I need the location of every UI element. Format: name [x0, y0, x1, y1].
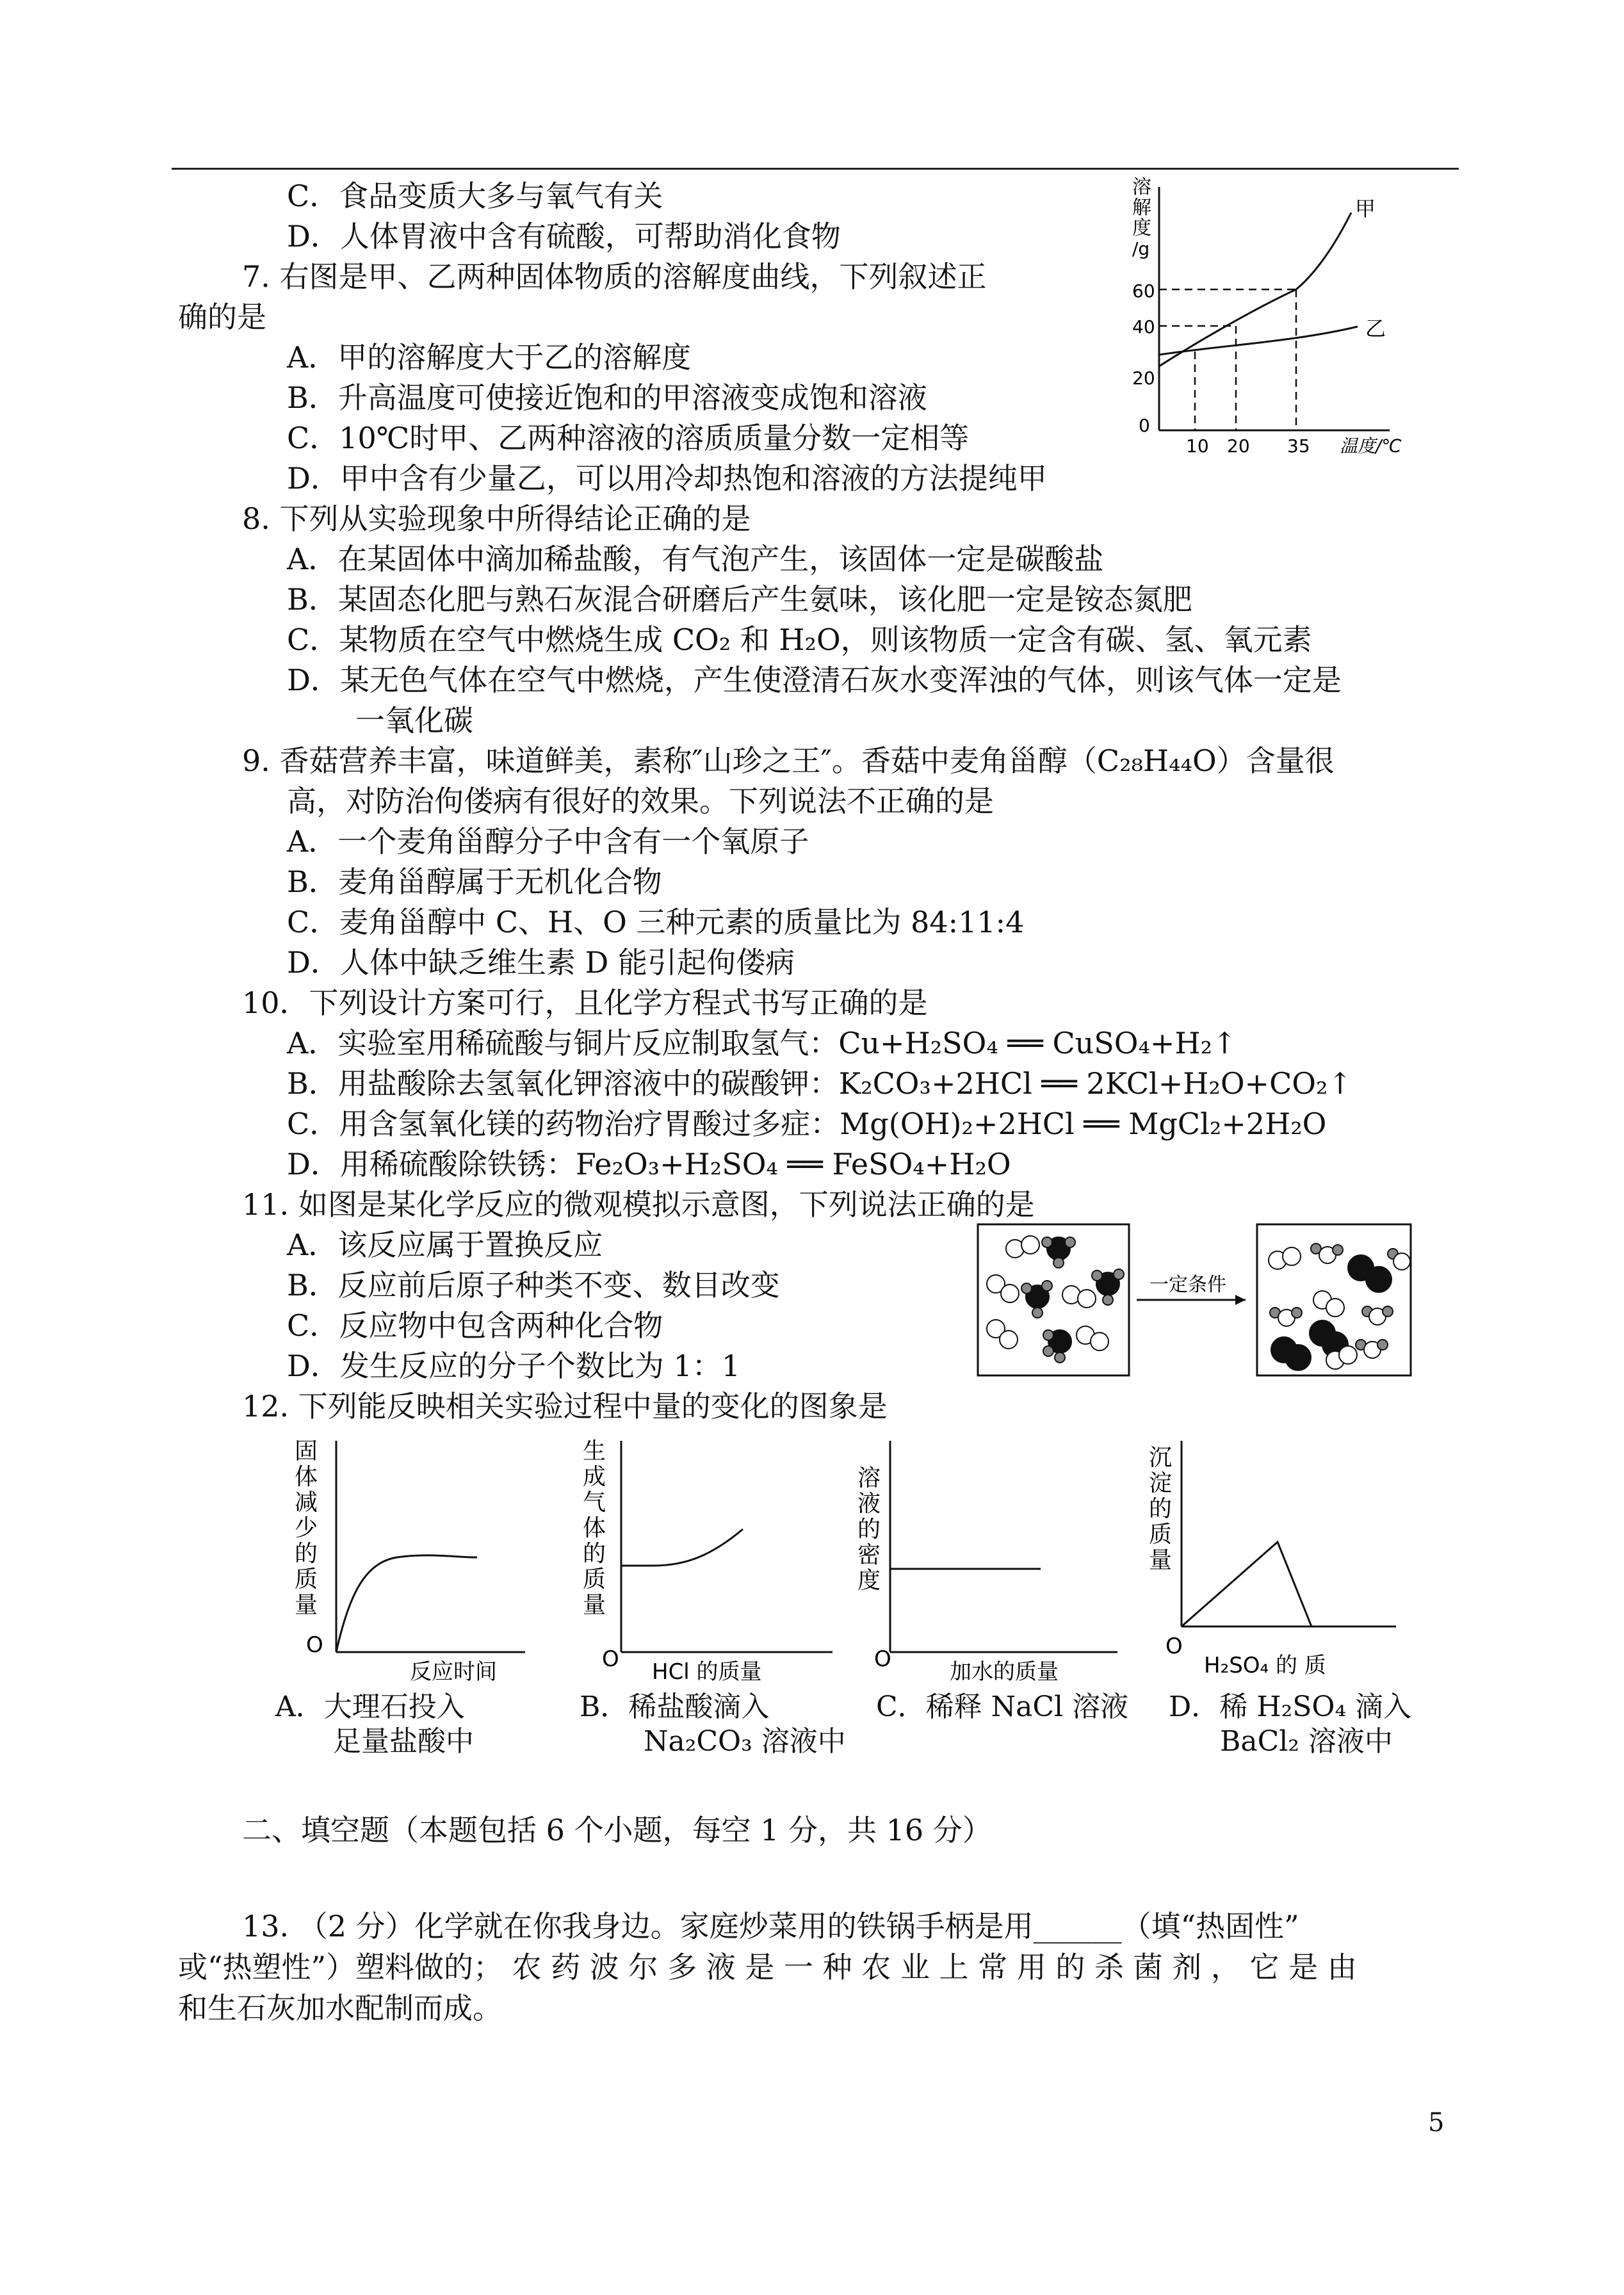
svg-text:溶: 溶 — [857, 1465, 881, 1491]
reaction-diagram — [977, 1223, 1450, 1383]
q7-stem: 7. 右图是甲、乙两种固体物质的溶解度曲线，下列叙述正 — [242, 259, 987, 294]
q7-stem-cont: 确的是 — [178, 300, 266, 334]
q13-stem-end: 和生石灰加水配制而成。 — [178, 1991, 502, 2025]
xtick-10: 10 — [1186, 435, 1209, 456]
page-number: 5 — [1428, 2108, 1445, 2137]
q8-stem: 8. 下列从实验现象中所得结论正确的是 — [242, 501, 751, 536]
svg-text:的: 的 — [295, 1541, 318, 1567]
graph-d-caption-1: D．稀 H₂SO₄ 滴入 — [1169, 1691, 1412, 1723]
xtick-35: 35 — [1287, 435, 1310, 456]
xtick-20: 20 — [1227, 435, 1250, 456]
graph-b-caption-1: B．稀盐酸滴入 — [580, 1691, 770, 1723]
svg-text:体: 体 — [295, 1464, 318, 1490]
q6-option-c: C．食品变质大多与氧气有关 — [287, 179, 663, 213]
solubility-chart — [1114, 168, 1460, 456]
chart-xlabel: 温度/℃ — [1340, 435, 1402, 456]
series-label-jia: 甲 — [1355, 197, 1376, 221]
q10-option-b: B．用盐酸除去氢氧化钾溶液中的碳酸钾：K₂CO₃+2HCl ══ 2KCl+H₂O+CO₂↑ — [287, 1066, 1352, 1101]
q12-graph-a — [269, 1434, 538, 1703]
ytick-60: 60 — [1132, 280, 1155, 302]
q6-option-d: D．人体胃液中含有硫酸，可帮助消化食物 — [287, 219, 841, 254]
svg-text:沉: 沉 — [1149, 1445, 1173, 1471]
q9-option-b: B．麦角甾醇属于无机化合物 — [287, 864, 662, 899]
section-2-heading: 二、填空题（本题包括 6 个小题，每空 1 分，共 16 分） — [242, 1813, 992, 1847]
svg-text:成: 成 — [583, 1464, 606, 1490]
svg-text:少: 少 — [295, 1515, 318, 1541]
q11-option-c: C．反应物中包含两种化合物 — [287, 1308, 663, 1343]
q9-option-c: C．麦角甾醇中 C、H、O 三种元素的质量比为 84:11:4 — [287, 905, 1025, 939]
q11-option-d: D．发生反应的分子个数比为 1：1 — [287, 1349, 741, 1383]
graph-a-caption-1: A．大理石投入 — [275, 1691, 465, 1723]
svg-text:液: 液 — [857, 1491, 881, 1517]
svg-text:淀: 淀 — [1149, 1470, 1173, 1496]
svg-text:体: 体 — [583, 1515, 606, 1541]
chart-ylabel-4: /g — [1132, 238, 1150, 259]
graph-b-ylabel — [583, 1438, 606, 1618]
q8-option-b: B．某固态化肥与熟石灰混合研磨后产生氨味，该化肥一定是铵态氮肥 — [287, 582, 1192, 617]
graph-c-xlabel: 加水的质量 — [950, 1659, 1059, 1685]
svg-text:量: 量 — [583, 1592, 606, 1618]
graph-a-ylabel — [295, 1438, 318, 1618]
svg-text:固: 固 — [295, 1438, 318, 1464]
q8-option-d: D．某无色气体在空气中燃烧，产生使澄清石灰水变浑浊的气体，则该气体一定是 — [287, 663, 1342, 697]
svg-text:质: 质 — [1149, 1521, 1173, 1548]
chart-ylabel-1: 溶 — [1132, 176, 1151, 199]
q13-stem: 13. （2 分）化学就在你我身边。家庭炒菜用的铁锅手柄是用______（填“热固性” — [242, 1909, 1299, 1943]
q12-graph-b — [570, 1434, 845, 1703]
graph-a-origin: O — [306, 1632, 323, 1658]
svg-text:质: 质 — [295, 1566, 318, 1593]
ytick-40: 40 — [1132, 316, 1155, 337]
graph-d-xlabel: H₂SO₄ 的 质 — [1204, 1653, 1326, 1678]
chart-ylabel-2: 解 — [1132, 197, 1151, 219]
q12-graph-c — [849, 1434, 1130, 1703]
graph-d-ylabel — [1149, 1445, 1172, 1573]
q8-option-a: A．在某固体中滴加稀盐酸，有气泡产生，该固体一定是碳酸盐 — [287, 542, 1104, 576]
reaction-condition: 一定条件 — [1149, 1274, 1226, 1296]
svg-text:量: 量 — [1149, 1547, 1173, 1573]
q7-option-b: B．升高温度可使接近饱和的甲溶液变成饱和溶液 — [287, 380, 927, 415]
svg-text:密: 密 — [857, 1542, 881, 1568]
ytick-20: 20 — [1132, 368, 1155, 389]
svg-text:的: 的 — [1149, 1496, 1173, 1522]
q9-option-d: D．人体中缺乏维生素 D 能引起佝偻病 — [287, 945, 795, 980]
graph-b-curve — [621, 1529, 743, 1566]
q9-option-a: A．一个麦角甾醇分子中含有一个氧原子 — [287, 824, 809, 859]
svg-text:生: 生 — [583, 1438, 606, 1464]
q8-option-d-cont: 一氧化碳 — [355, 703, 473, 738]
q8-option-c: C．某物质在空气中燃烧生成 CO₂ 和 H₂O，则该物质一定含有碳、氢、氧元素 — [287, 622, 1312, 657]
graph-c-caption-1: C．稀释 NaCl 溶液 — [876, 1691, 1129, 1723]
svg-text:气: 气 — [583, 1489, 606, 1516]
graph-a-curve — [336, 1555, 477, 1652]
q7-option-d: D．甲中含有少量乙，可以用冷却热饱和溶液的方法提纯甲 — [287, 461, 1047, 496]
graph-d-caption-2: BaCl₂ 溶液中 — [1220, 1725, 1393, 1758]
series-label-yi: 乙 — [1365, 316, 1386, 341]
graph-a-xlabel: 反应时间 — [410, 1659, 497, 1685]
graph-a-caption-2: 足量盐酸中 — [333, 1725, 474, 1758]
graph-c-origin: O — [874, 1646, 891, 1672]
q11-stem: 11. 如图是某化学反应的微观模拟示意图，下列说法正确的是 — [242, 1187, 1035, 1222]
q10-stem: 10．下列设计方案可行，且化学方程式书写正确的是 — [242, 985, 928, 1020]
graph-b-xlabel: HCl 的质量 — [652, 1659, 762, 1685]
curve-yi — [1159, 327, 1358, 355]
svg-text:减: 减 — [295, 1489, 318, 1516]
graph-c-ylabel — [857, 1465, 881, 1594]
q10-option-d: D．用稀硫酸除铁锈：Fe₂O₃+H₂SO₄ ══ FeSO₄+H₂O — [287, 1147, 1011, 1181]
q11-option-a: A．该反应属于置换反应 — [287, 1228, 603, 1262]
svg-text:质: 质 — [583, 1566, 606, 1593]
graph-b-caption-2: Na₂CO₃ 溶液中 — [644, 1725, 846, 1758]
q12-graph-d — [1140, 1434, 1422, 1703]
svg-text:量: 量 — [295, 1592, 318, 1618]
q9-stem-cont: 高，对防治佝偻病有很好的效果。下列说法不正确的是 — [287, 784, 994, 818]
q11-option-b: B．反应前后原子种类不变、数目改变 — [287, 1268, 780, 1302]
svg-text:度: 度 — [857, 1568, 881, 1594]
q7-option-c: C．10℃时甲、乙两种溶液的溶质质量分数一定相等 — [287, 421, 970, 455]
q10-option-c: C．用含氢氧化镁的药物治疗胃酸过多症：Mg(OH)₂+2HCl ══ MgCl₂+2H₂O — [287, 1107, 1327, 1141]
q12-stem: 12. 下列能反映相关实验过程中量的变化的图象是 — [242, 1389, 888, 1423]
graph-b-origin: O — [602, 1646, 619, 1672]
q9-stem: 9. 香菇营养丰富，味道鲜美，素称″山珍之王″。香菇中麦角甾醇（C₂₈H₄₄O）含量很 — [242, 743, 1335, 778]
svg-text:的: 的 — [857, 1516, 881, 1543]
chart-ylabel-3: 度 — [1132, 217, 1151, 239]
q10-option-a: A．实验室用稀硫酸与铜片反应制取氢气：Cu+H₂SO₄ ══ CuSO₄+H₂↑ — [287, 1026, 1237, 1060]
graph-d-origin: O — [1165, 1634, 1183, 1659]
chart-origin: 0 — [1139, 415, 1150, 436]
q7-option-a: A．甲的溶解度大于乙的溶解度 — [287, 340, 692, 375]
graph-d-curve — [1181, 1542, 1311, 1626]
svg-text:的: 的 — [583, 1541, 606, 1567]
q13-stem-cont: 或“热塑性”）塑料做的； 农 药 波 尔 多 液 是 一 种 农 业 上 常 用 的 杀 菌 剂 ， 它 是 由 — [178, 1950, 1357, 1984]
